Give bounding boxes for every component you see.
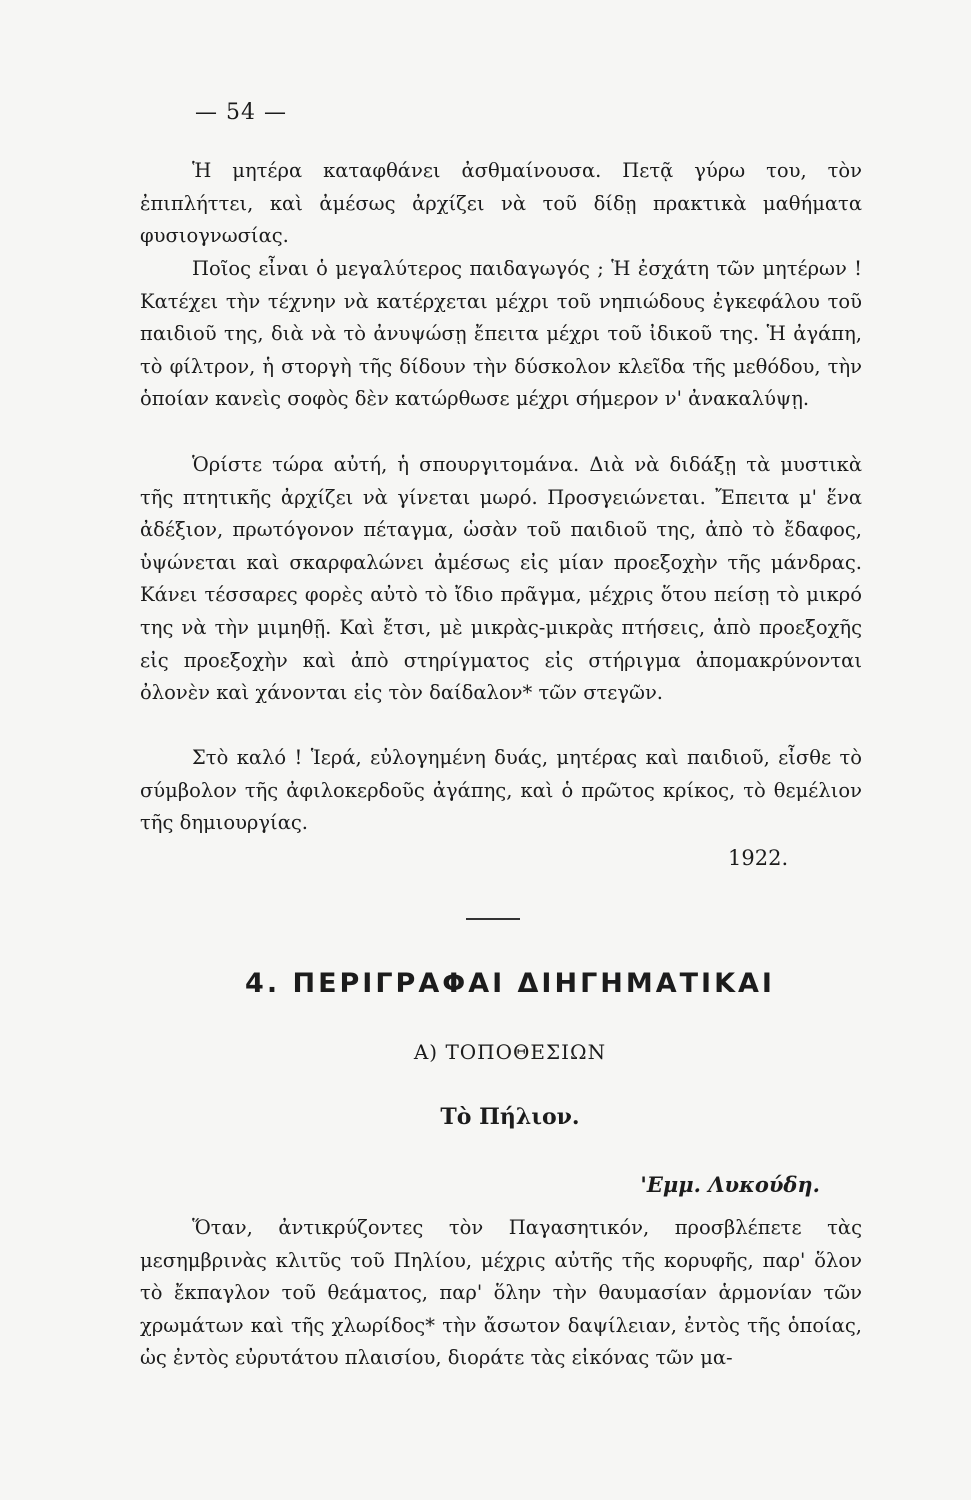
chapter-title: Τὸ Πήλιον. xyxy=(440,1104,580,1130)
paragraph-pelion: Ὅταν, ἀντικρύζοντες τὸν Παγασητικόν, προσβλέπετε τὰς μεσημβρινὰς κλιτῦς τοῦ Πηλίου, μέχρις αὐτῆς τῆς κορυφῆς, παρ' ὅλον τὸ ἔκπαγλον τοῦ θεάματος, παρ' ὅλην τὴν θαυμασίαν ἁρμονίαν τῶν χρωμάτων καὶ τῆς χλωρίδος* τὴν ἄσωτον δαψίλειαν, ἐντὸς τῆς ὁποίας, ὡς ἐντὸς εὐρυτάτου πλαισίου, διοράτε τὰς εἰκόνας τῶν μα- xyxy=(140,1216,862,1370)
paragraph-greatest-teacher: Ποῖος εἶναι ὁ μεγαλύτερος παιδαγωγός ; Ἡ ἐσχάτη τῶν μητέρων ! Κατέχει τὴν τέχνην νὰ κατέρχεται μέχρι τοῦ νηπιώδους ἐγκεφάλου τοῦ παιδιοῦ της, διὰ νὰ τὸ ἀνυψώσῃ ἔπειτα μέχρι τοῦ ἰδικοῦ της. Ἡ ἀγάπη, τὸ φίλτρον, ἡ στοργὴ τῆς δίδουν τὴν δύσκολον κλεῖδα τῆς μεθόδου, τὴν ὁποίαν κανεὶς σοφὸς δὲν κατώρθωσε μέχρι σήμερον ν' ἀνακαλύψῃ. xyxy=(140,257,862,411)
chapter-author: 'Εμμ. Λυκούδη. xyxy=(640,1172,820,1197)
paragraph-farewell: Στὸ καλό ! Ἱερά, εὐλογημένη δυάς, μητέρας καὶ παιδιοῦ, εἶσθε τὸ σύμβολον τῆς ἀφιλοκερδοῦς ἀγάπης, καὶ ὁ πρῶτος κρίκος, τὸ θεμέλιον τῆς δημιουργίας. xyxy=(140,746,862,835)
section-subheading: Α) ΤΟΠΟΘΕΣΙΩΝ xyxy=(413,1040,607,1064)
date-line: 1922. xyxy=(728,846,789,870)
paragraph-mother-arrives: Ἡ μητέρα καταφθάνει ἀσθμαίνουσα. Πετᾷ γύρω του, τὸν ἐπιπλήττει, καὶ ἀμέσως ἀρχίζει νὰ τοῦ δίδῃ πρακτικὰ μαθήματα φυσιογνωσίας. xyxy=(140,159,862,248)
page-number: — 54 — xyxy=(195,100,287,125)
section-heading: 4. ΠΕΡΙΓΡΑΦΑΙ ΔΙΗΓΗΜΑΤΙΚΑΙ xyxy=(245,968,775,999)
paragraph-sparrow-mother: Ὁρίστε τώρα αὐτή, ἡ σπουργιτομάνα. Διὰ νὰ διδάξῃ τὰ μυστικὰ τῆς πτητικῆς ἀρχίζει νὰ γίνεται μωρό. Προσγειώνεται. Ἔπειτα μ' ἕνα ἀδέξιον, πρωτόγονον πέταγμα, ὡσὰν τοῦ παιδιοῦ της, ἀπὸ τὸ ἔδαφος, ὑψώνεται καὶ σκαρφαλώνει ἀμέσως εἰς μίαν προεξοχὴν τῆς μάνδρας. Κάνει τέσσαρες φορὲς αὐτὸ τὸ ἴδιο πρᾶγμα, μέχρις ὅτου πείσῃ τὸ μικρό της νὰ τὴν μιμηθῇ. Καὶ ἔτσι, μὲ μικρὰς-μικρὰς πτήσεις, ἀπὸ προεξοχῆς εἰς προεξοχὴν καὶ ἀπὸ στηρίγματος εἰς στήριγμα ἀπομακρύνονται ὀλονὲν καὶ χάνονται εἰς τὸν δαίδαλον* τῶν στεγῶν. xyxy=(140,453,862,705)
section-divider xyxy=(466,918,520,920)
